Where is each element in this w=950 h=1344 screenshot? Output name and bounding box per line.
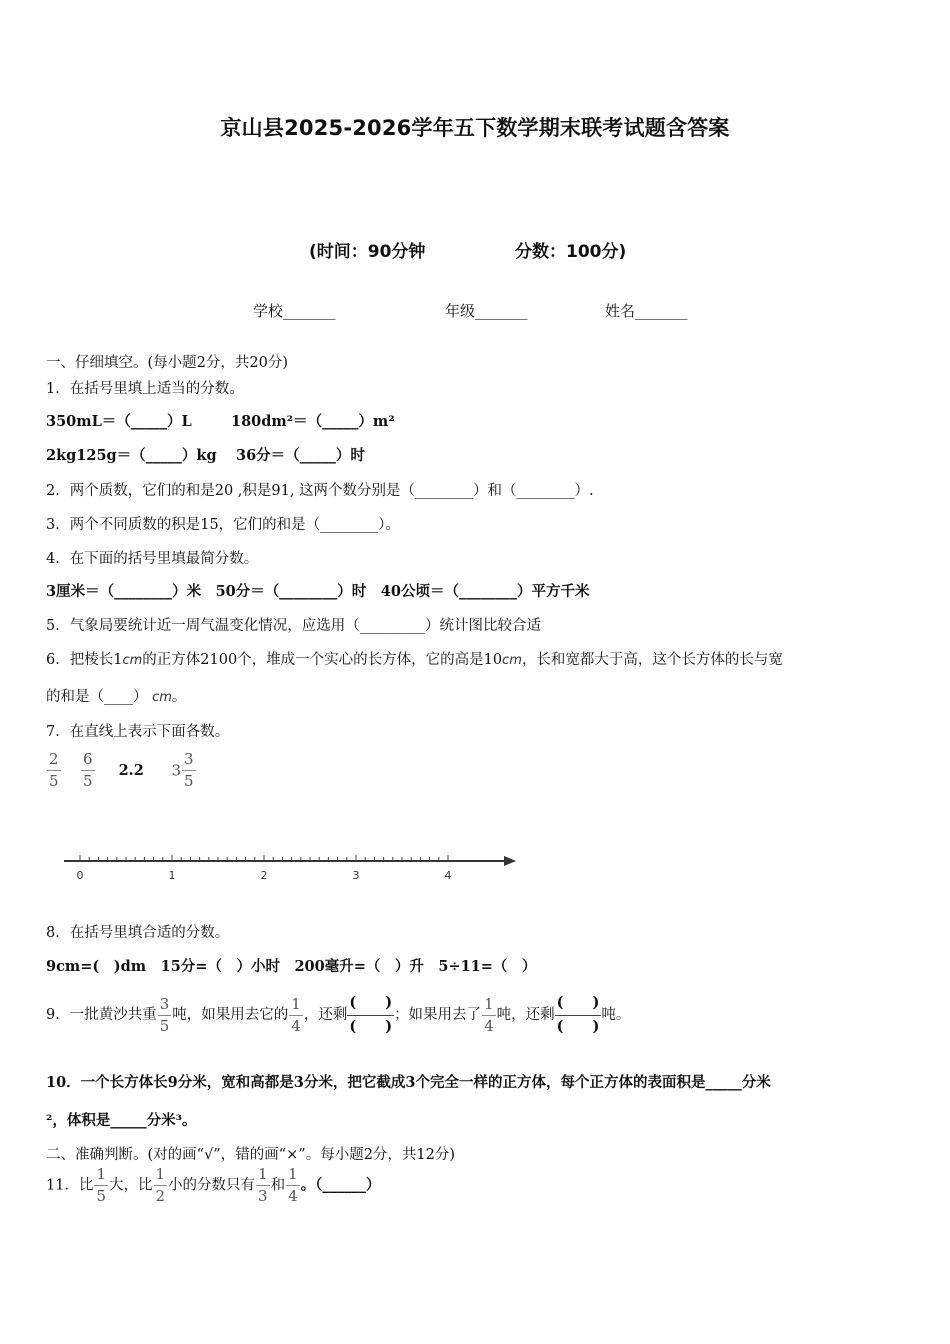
q6-text-e: 。 (171, 689, 187, 705)
q9-text-f: 吨。 (601, 1006, 631, 1023)
q6-text-a: 6．把棱长1 (46, 652, 123, 668)
fraction-1-4: $\frac{1}{4}$ (484, 994, 494, 1035)
q11-text-d: 和 (270, 1177, 286, 1194)
cm-unit: cm (502, 653, 522, 668)
q9-text-b: 吨，如果用去它的 (172, 1006, 289, 1023)
question-9 (46, 996, 630, 1034)
q9-text-d: ；如果用去了 (394, 1006, 482, 1023)
decimal-2-2: 2.2 (118, 762, 144, 779)
cm-unit: cm (152, 690, 172, 705)
q11-text-c: 小的分数只有 (168, 1177, 256, 1194)
question-11 (46, 1167, 380, 1204)
fraction-1-3: $\frac{1}{3}$ (258, 1165, 268, 1205)
section-2-heading: 二、准确判断。(对的画“√”，错的画“×”。每小题2分，共12分) (46, 1147, 456, 1163)
fraction-1-4: $\frac{1}{4}$ (288, 1165, 298, 1205)
answer-blank-fraction: $\frac{( )}{( )}$ (349, 994, 393, 1035)
question-8-stem: 8．在括号里填合适的分数。 (46, 925, 230, 941)
fraction-2-5: $\frac{2}{5}$ (49, 750, 59, 790)
question-1-row2b: 36分＝（_____）时 (236, 447, 365, 464)
fraction-6-5: $\frac{6}{5}$ (82, 750, 93, 790)
school-field: 学校_______ (253, 302, 336, 320)
number-line-label: 0 (76, 869, 84, 882)
question-1-row1b: 180dm²＝（_____）m² (231, 413, 395, 430)
fraction-3-5: $\frac{3}{5}$ (159, 994, 170, 1035)
question-4-stem: 4．在下面的括号里填最简分数。 (46, 551, 259, 567)
fraction-1-2: $\frac{1}{2}$ (155, 1165, 166, 1205)
q6-text-c: ，长和宽都大于高，这个长方体的长与宽 (521, 652, 783, 668)
page-title: 京山县2025-2026学年五下数学期末联考试题含答案 (220, 116, 730, 140)
number-line-label: 3 (352, 869, 360, 882)
fraction-1-4: $\frac{1}{4}$ (291, 994, 301, 1035)
number-line (58, 848, 528, 888)
question-1-row1a: 350mL＝（_____）L (46, 413, 192, 430)
cm-unit: cm (122, 653, 143, 668)
question-10-line2: ²，体积是_____分米³。 (46, 1112, 197, 1129)
section-1-heading: 一、仔细填空。(每小题2分，共20分) (46, 355, 288, 371)
q9-text-c: ，还剩 (303, 1006, 348, 1023)
question-1-stem: 1．在括号里填上适当的分数。 (46, 381, 244, 397)
mixed-whole: 3 (171, 761, 182, 780)
question-4-row: 3厘米＝（________）米 50分＝（________）时 40公顷＝（________）平方千米 (46, 583, 590, 600)
fraction-1-5: $\frac{1}{5}$ (96, 1165, 106, 1205)
question-2: 2．两个质数，它们的和是20 ,积是91, 这两个数分别是（________）和（________）. (46, 483, 594, 499)
number-line-label: 4 (444, 869, 452, 882)
question-6-line1 (46, 648, 783, 669)
name-field: 姓名_______ (605, 302, 688, 320)
q9-text-a: 9．一批黄沙共重 (46, 1006, 157, 1023)
exam-score: 分数：100分) (515, 242, 627, 262)
question-1-row2a: 2kg125g＝（_____）kg (46, 447, 217, 464)
question-3: 3．两个不同质数的积是15，它们的和是（________）。 (46, 517, 400, 533)
q9-text-e: 吨，还剩 (496, 1006, 555, 1023)
q6-text-b: 的正方体2100个，堆成一个实心的长方体，它的高是10 (142, 652, 503, 668)
answer-blank-fraction: $\frac{( )}{( )}$ (556, 994, 600, 1035)
question-7-numbers (46, 752, 197, 789)
question-7-stem: 7．在直线上表示下面各数。 (46, 724, 230, 740)
exam-time: (时间：90分钟 (309, 242, 426, 262)
q11-text-a: 11．比 (46, 1177, 94, 1194)
question-8-row: 9cm=( )dm 15分=（ ）小时 200毫升=（ ）升 5÷11=（ ） (46, 958, 537, 975)
q11-text-e: 。（______） (300, 1176, 381, 1194)
number-line-label: 1 (168, 869, 176, 882)
question-10-line1: 10．一个长方体长9分米，宽和高都是3分米，把它截成3个完全一样的正方体，每个正方体的表面积是_____分米 (46, 1074, 771, 1091)
number-line-label: 2 (260, 869, 268, 882)
question-5: 5．气象局要统计近一周气温变化情况，应选用（_________）统计图比较合适 (46, 618, 541, 634)
grade-field: 年级_______ (445, 302, 528, 320)
q11-text-b: 大，比 (109, 1177, 153, 1194)
question-6-line2 (46, 685, 186, 706)
mixed-fraction-3-5: $\frac{3}{5}$ (184, 750, 194, 790)
number-line-arrow (504, 856, 516, 866)
q6-text-d: 的和是（____） (46, 689, 148, 705)
